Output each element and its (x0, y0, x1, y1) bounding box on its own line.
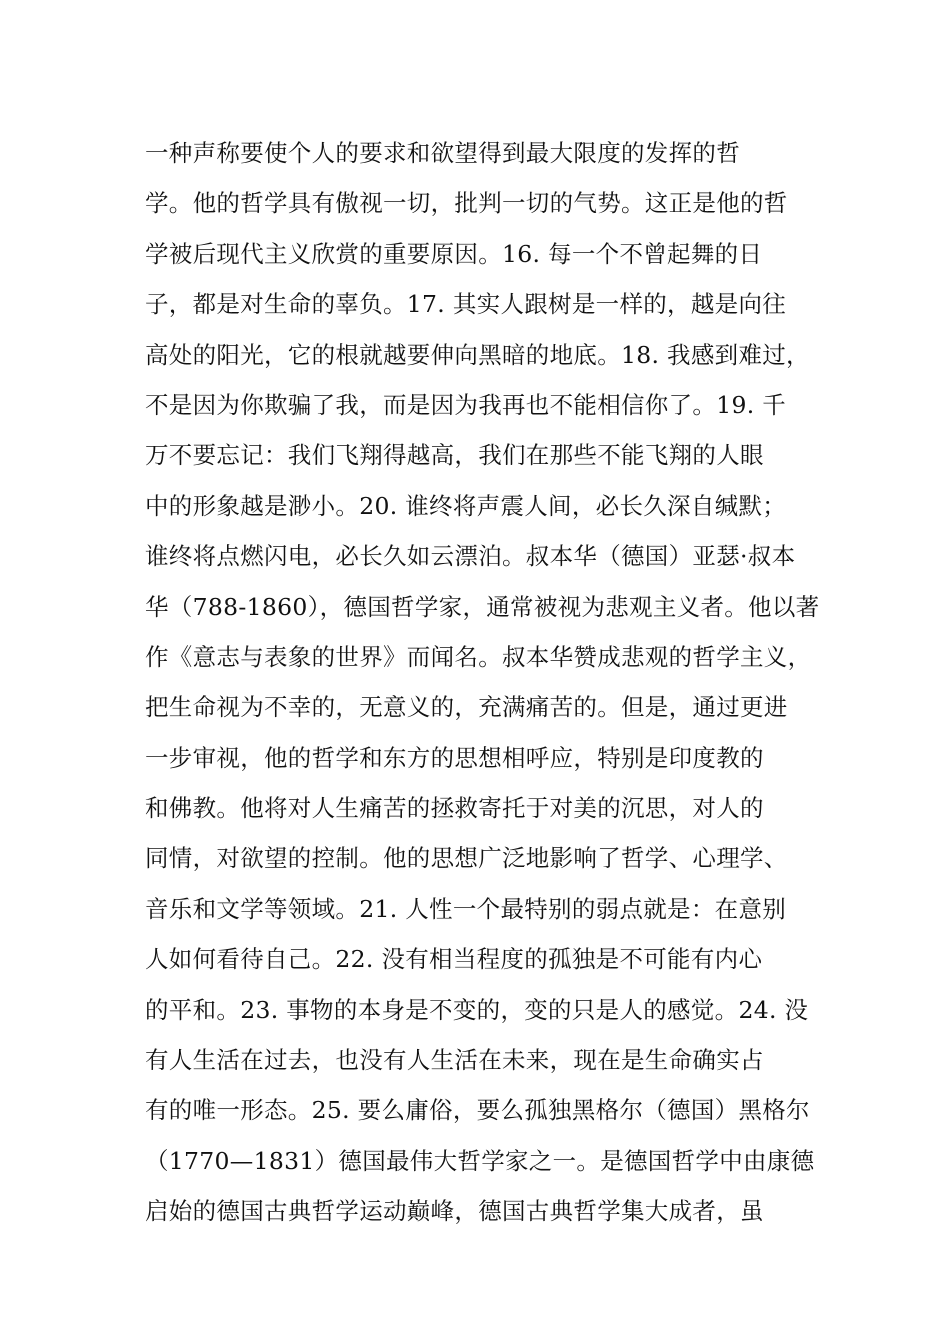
text-line: 的平和。23. 事物的本身是不变的，变的只是人的感觉。24. 没 (145, 995, 809, 1024)
text-line: 同情，对欲望的控制。他的思想广泛地影响了哲学、心理学、 (145, 844, 788, 873)
text-line: 学。他的哲学具有傲视一切，批判一切的气势。这正是他的哲 (145, 189, 788, 218)
text-line: 中的形象越是渺小。20. 谁终将声震人间，必长久深自缄默； (145, 491, 787, 520)
text-line: 音乐和文学等领域。21. 人性一个最特别的弱点就是：在意别 (145, 894, 787, 923)
text-line: 不是因为你欺骗了我，而是因为我再也不能相信你了。19. 千 (145, 390, 787, 419)
text-line: 人如何看待自己。22. 没有相当程度的孤独是不可能有内心 (145, 945, 763, 974)
text-line: 有的唯一形态。25. 要么庸俗，要么孤独黑格尔（德国）黑格尔 (145, 1096, 810, 1125)
text-line: 万不要忘记：我们飞翔得越高，我们在那些不能飞翔的人眼 (145, 441, 764, 470)
text-line: 谁终将点燃闪电，必长久如云漂泊。叔本华（德国）亚瑟·叔本 (145, 542, 796, 571)
text-line: 华（788-1860），德国哲学家，通常被视为悲观主义者。他以著 (145, 592, 820, 621)
text-line: 子，都是对生命的辜负。17. 其实人跟树是一样的，越是向往 (145, 290, 787, 319)
text-line: 启始的德国古典哲学运动巅峰，德国古典哲学集大成者，虽 (145, 1197, 764, 1226)
body-text (145, 128, 825, 1237)
text-line: 一步审视，他的哲学和东方的思想相呼应，特别是印度教的 (145, 743, 764, 772)
text-line: （1770—1831）德国最伟大哲学家之一。是德国哲学中由康德 (145, 1146, 815, 1175)
text-line: 学被后现代主义欣赏的重要原因。16. 每一个不曾起舞的日 (145, 239, 763, 268)
text-line: 把生命视为不幸的，无意义的，充满痛苦的。但是，通过更进 (145, 693, 788, 722)
text-line: 有人生活在过去，也没有人生活在未来，现在是生命确实占 (145, 1046, 764, 1075)
text-line: 高处的阳光，它的根就越要伸向黑暗的地底。18. 我感到难过， (145, 340, 810, 369)
text-line: 一种声称要使个人的要求和欲望得到最大限度的发挥的哲 (145, 139, 740, 167)
text-line: 和佛教。他将对人生痛苦的拯救寄托于对美的沉思，对人的 (145, 794, 764, 823)
text-line: 作《意志与表象的世界》而闻名。叔本华赞成悲观的哲学主义， (145, 642, 812, 671)
